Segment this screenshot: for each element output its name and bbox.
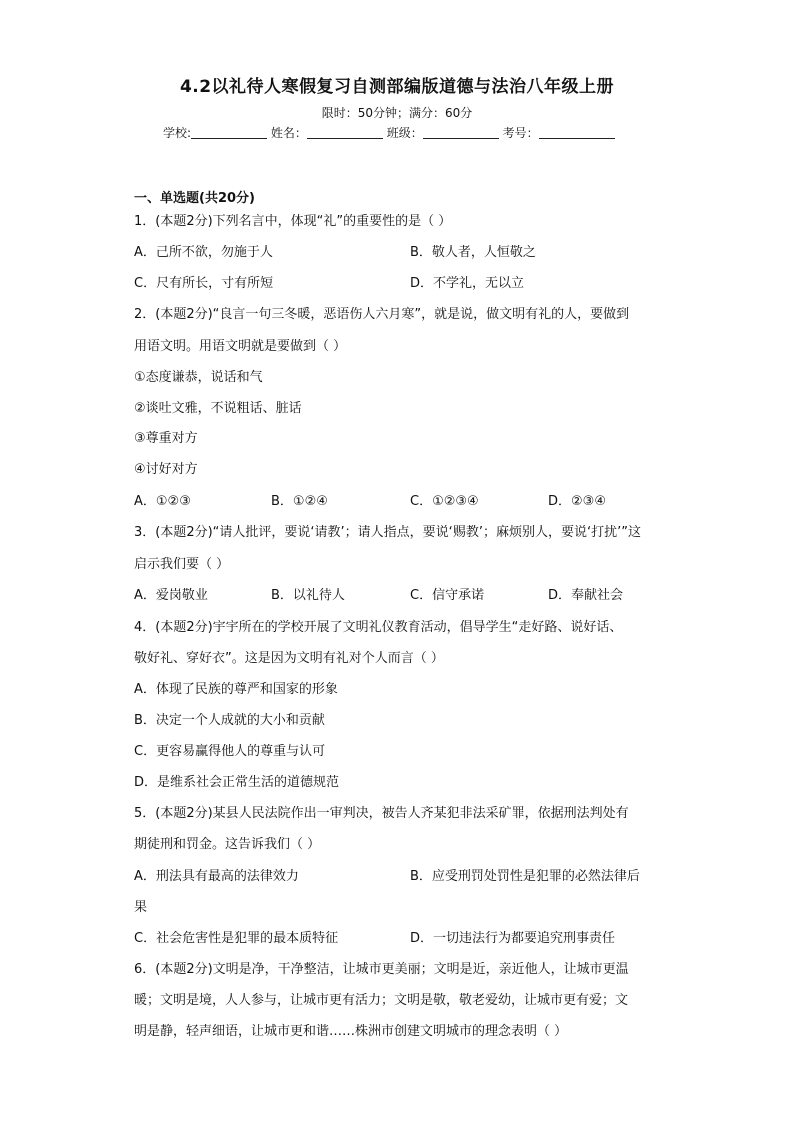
q4-option-d[interactable]: D．是维系社会正常生活的道德规范 xyxy=(134,775,340,790)
page-title: 4.2以礼待人寒假复习自测部编版道德与法治八年级上册 xyxy=(179,77,615,97)
question-4-stem-line-1: 4．(本题2分)宇宇所在的学校开展了文明礼仪教育活动，倡导学生“走好路、说好话、 xyxy=(134,620,623,635)
q4-option-b[interactable]: B．决定一个人成就的大小和贡献 xyxy=(134,713,325,728)
school-blank[interactable] xyxy=(191,126,267,139)
q1-option-a[interactable]: A．己所不欲，勿施于人 xyxy=(134,245,273,260)
question-6-stem-line-3: 明是静，轻声细语，让城市更和谐……株洲市创建文明城市的理念表明（ ） xyxy=(134,1024,568,1039)
school-label: 学校: xyxy=(163,126,192,140)
class-label: 班级： xyxy=(386,126,423,140)
class-blank[interactable] xyxy=(423,126,499,139)
q2-option-a[interactable]: A．①②③ xyxy=(134,494,191,509)
q2-item-1: ①态度谦恭，说话和气 xyxy=(134,370,263,385)
exam-no-label: 考号： xyxy=(502,126,539,140)
q5-option-d[interactable]: D．一切违法行为都要追究刑事责任 xyxy=(410,931,616,946)
question-4-stem-line-2: 敬好礼、穿好衣”。这是因为文明有礼对个人而言（ ） xyxy=(134,651,444,666)
q5-option-b-continued: 果 xyxy=(134,900,148,915)
q5-option-a[interactable]: A．刑法具有最高的法律效力 xyxy=(134,869,299,884)
question-3-stem-line-2: 启示我们要（ ） xyxy=(134,557,230,572)
time-score-info: 限时：50分钟；满分：60分 xyxy=(321,106,473,120)
q2-item-2: ②谈吐文雅，不说粗话、脏话 xyxy=(134,401,302,416)
question-6-stem-line-2: 暖；文明是境，人人参与，让城市更有活力；文明是敬，敬老爱幼，让城市更有爱；文 xyxy=(134,993,629,1008)
q1-option-c[interactable]: C．尺有所长，寸有所短 xyxy=(134,276,274,291)
q2-option-c[interactable]: C．①②③④ xyxy=(410,494,479,509)
q1-option-b[interactable]: B．敬人者，人恒敬之 xyxy=(410,245,536,260)
question-2-stem-line-1: 2．(本题2分)“良言一句三冬暖，恶语伤人六月寒”，就是说，做文明有礼的人，要做到 xyxy=(134,307,630,322)
question-3-stem-line-1: 3．(本题2分)“请人批评，要说‘请教’；请人指点，要说‘赐教’；麻烦别人，要说‘打扰’”这 xyxy=(134,525,641,540)
q2-option-b[interactable]: B．①②④ xyxy=(271,494,328,509)
exam-no-blank[interactable] xyxy=(539,126,615,139)
question-2-stem-line-2: 用语文明。用语文明就是要做到（ ） xyxy=(134,339,347,354)
q3-option-d[interactable]: D．奉献社会 xyxy=(548,588,624,603)
student-info-row xyxy=(163,124,615,141)
q1-option-d[interactable]: D．不学礼，无以立 xyxy=(410,276,525,291)
q3-option-c[interactable]: C．信守承诺 xyxy=(410,588,485,603)
q4-option-a[interactable]: A．体现了民族的尊严和国家的形象 xyxy=(134,682,338,697)
section-title: 一、单选题(共20分) xyxy=(134,191,255,206)
name-blank[interactable] xyxy=(307,126,383,139)
name-label: 姓名： xyxy=(270,126,307,140)
q3-option-b[interactable]: B．以礼待人 xyxy=(271,588,345,603)
q3-option-a[interactable]: A．爱岗敬业 xyxy=(134,588,208,603)
question-6-stem-line-1: 6．(本题2分)文明是净，干净整洁，让城市更美丽；文明是近，亲近他人，让城市更温 xyxy=(134,962,629,977)
q2-option-d[interactable]: D．②③④ xyxy=(548,494,606,509)
q2-item-3: ③尊重对方 xyxy=(134,431,198,446)
question-1-stem: 1．(本题2分)下列名言中，体现“礼”的重要性的是（ ） xyxy=(134,214,452,229)
q2-item-4: ④讨好对方 xyxy=(134,462,198,477)
q5-option-c[interactable]: C．社会危害性是犯罪的最本质特征 xyxy=(134,931,339,946)
q5-option-b[interactable]: B．应受刑罚处罚性是犯罪的必然法律后 xyxy=(410,869,640,884)
question-5-stem-line-2: 期徒刑和罚金。这告诉我们（ ） xyxy=(134,837,321,852)
question-5-stem-line-1: 5．(本题2分)某县人民法院作出一审判决，被告人齐某犯非法采矿罪，依据刑法判处有 xyxy=(134,806,629,821)
q4-option-c[interactable]: C．更容易赢得他人的尊重与认可 xyxy=(134,744,326,759)
